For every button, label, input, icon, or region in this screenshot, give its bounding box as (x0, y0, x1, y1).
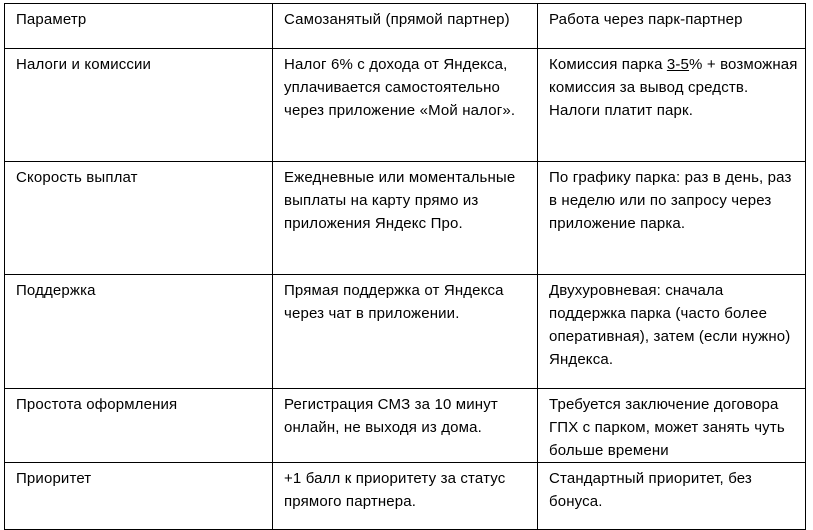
table-row (5, 389, 806, 463)
header-cell-park: Работа через парк-партнер (538, 4, 806, 49)
cell-param: Поддержка (5, 275, 273, 389)
cell-self-employed: Прямая поддержка от Яндекса через чат в приложении. (273, 275, 538, 389)
cell-park: Требуется заключение договора ГПХ с парком, может занять чуть больше времени (538, 389, 806, 463)
cell-param: Скорость выплат (5, 162, 273, 275)
header-cell-self-employed: Самозанятый (прямой партнер) (273, 4, 538, 49)
comparison-table (4, 3, 806, 530)
table-row (5, 49, 806, 162)
cell-self-employed: Ежедневные или моментальные выплаты на карту прямо из приложения Яндекс Про. (273, 162, 538, 275)
table-row (5, 162, 806, 275)
cell-param: Налоги и комиссии (5, 49, 273, 162)
cell-park: Двухуровневая: сначала поддержка парка (часто более оперативная), затем (если нужно) Яндекса. (538, 275, 806, 389)
table-row (5, 463, 806, 530)
cell-park: Стандартный приоритет, без бонуса. (538, 463, 806, 530)
cell-self-employed: Налог 6% с дохода от Яндекса, уплачивается самостоятельно через приложение «Мой налог». (273, 49, 538, 162)
table-header-row (5, 4, 806, 49)
cell-param: Простота оформления (5, 389, 273, 463)
cell-park-underlined: 3-5 (666, 56, 690, 73)
cell-park-suffix: % + возможная комиссия за вывод средств. Налоги платит парк. (549, 56, 798, 119)
table-row (5, 275, 806, 389)
cell-self-employed: Регистрация СМЗ за 10 минут онлайн, не выходя из дома. (273, 389, 538, 463)
cell-park (538, 49, 806, 162)
cell-param: Приоритет (5, 463, 273, 530)
cell-park-prefix: Комиссия парка (549, 56, 667, 73)
header-cell-param: Параметр (5, 4, 273, 49)
cell-park: По графику парка: раз в день, раз в неделю или по запросу через приложение парка. (538, 162, 806, 275)
cell-self-employed: +1 балл к приоритету за статус прямого партнера. (273, 463, 538, 530)
